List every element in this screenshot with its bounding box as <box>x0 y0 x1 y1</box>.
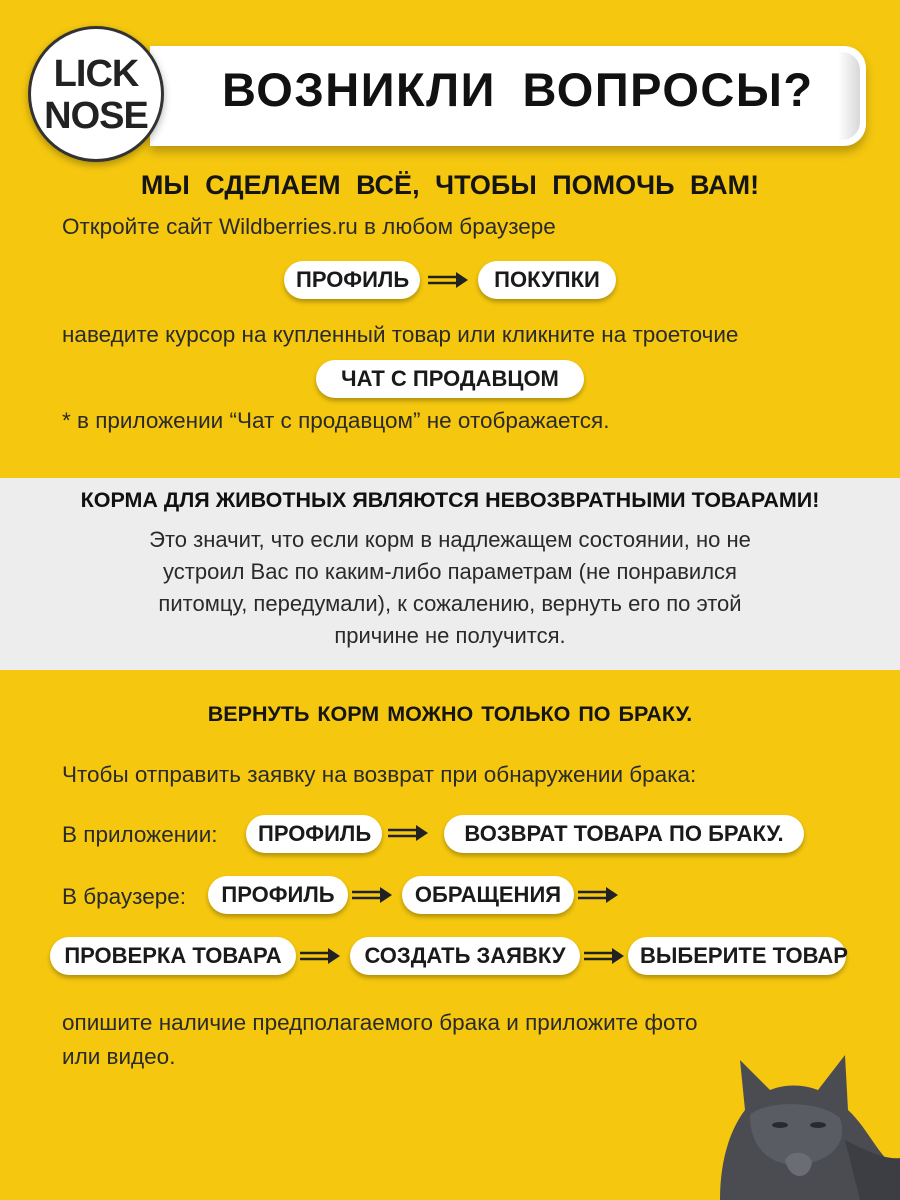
step-purchases-pill: ПОКУПКИ <box>478 261 616 299</box>
logo-line-2: NOSE <box>44 95 148 137</box>
brand-logo <box>28 26 164 162</box>
step-chat-pill: ЧАТ С ПРОДАВЦОМ <box>316 360 584 398</box>
intro-note: * в приложении “Чат с продавцом” не отображается. <box>62 408 610 433</box>
notice-line: питомцу, передумали), к сожалению, вернуть его по этой <box>158 591 742 616</box>
intro-line-2: наведите курсор на купленный товар или кликните на троеточие <box>62 322 739 347</box>
notice-line: Это значит, что если корм в надлежащем состоянии, но не <box>149 527 751 552</box>
browser-profile-pill: ПРОФИЛЬ <box>208 876 348 914</box>
final-line-2: или видео. <box>62 1044 176 1069</box>
arrow-icon <box>428 270 470 290</box>
notice-line: устроил Вас по каким-либо параметрам (не понравился <box>163 559 737 584</box>
cat-illustration <box>690 1020 900 1200</box>
returns-line-1: Чтобы отправить заявку на возврат при обнаружении брака: <box>62 762 697 787</box>
browser-check-pill: ПРОВЕРКА ТОВАРА <box>50 937 296 975</box>
arrow-icon <box>584 946 626 966</box>
notice-text <box>60 524 840 652</box>
app-defect-return-pill: ВОЗВРАТ ТОВАРА ПО БРАКУ. <box>444 815 804 853</box>
arrow-icon <box>578 885 620 905</box>
page-title: ВОЗНИКЛИ ВОПРОСЫ? <box>222 63 814 116</box>
intro-line-1: Откройте сайт Wildberries.ru в любом браузере <box>62 214 556 239</box>
browser-requests-pill: ОБРАЩЕНИЯ <box>402 876 574 914</box>
arrow-icon <box>352 885 394 905</box>
returns-subhead: ВЕРНУТЬ КОРМ МОЖНО ТОЛЬКО ПО БРАКУ. <box>207 702 693 726</box>
app-profile-pill: ПРОФИЛЬ <box>246 815 382 853</box>
final-line-1: опишите наличие предполагаемого брака и приложите фото <box>62 1010 698 1035</box>
browser-label: В браузере: <box>62 884 187 909</box>
notice-head: КОРМА ДЛЯ ЖИВОТНЫХ ЯВЛЯЮТСЯ НЕВОЗВРАТНЫМИ ТОВАРАМИ! <box>80 488 820 512</box>
app-label: В приложении: <box>62 822 218 847</box>
arrow-icon <box>300 946 342 966</box>
intro-subhead: МЫ СДЕЛАЕМ ВСЁ, ЧТОБЫ ПОМОЧЬ ВАМ! <box>140 170 760 200</box>
browser-select-item-pill: ВЫБЕРИТЕ ТОВАР <box>628 937 846 975</box>
logo-line-1: LICK <box>53 53 139 95</box>
notice-line: причине не получится. <box>334 623 566 648</box>
step-profile-pill: ПРОФИЛЬ <box>284 261 420 299</box>
arrow-icon <box>388 823 430 843</box>
browser-create-request-pill: СОЗДАТЬ ЗАЯВКУ <box>350 937 580 975</box>
